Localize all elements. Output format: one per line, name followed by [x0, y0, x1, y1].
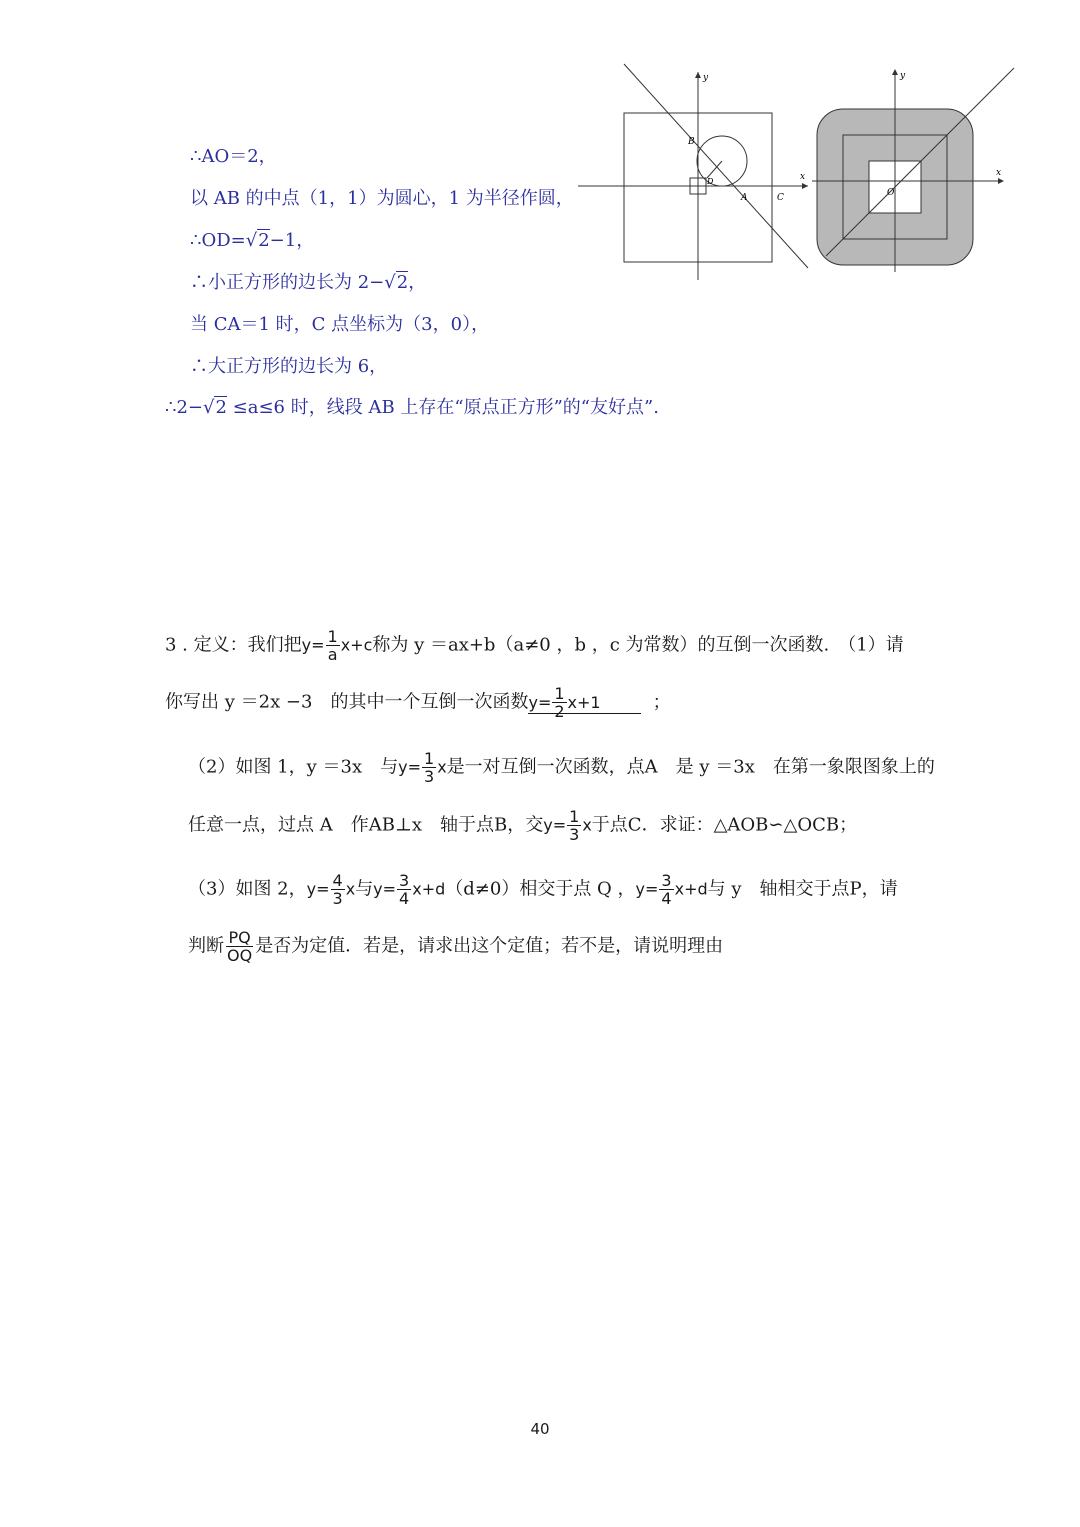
figure-left	[576, 60, 810, 282]
problem3-line-4	[188, 808, 857, 843]
frac-post: x	[582, 815, 592, 835]
frac-post: x	[437, 757, 447, 777]
solution-line-3-sqrt: 2	[258, 230, 270, 251]
fraction-numerator: PQ	[228, 928, 251, 947]
problem3-l5-d: 与 y 轴相交于点P，请	[707, 878, 898, 900]
solution-line-3-suffix: −1，	[269, 230, 315, 251]
fraction-numerator: 4	[332, 871, 343, 890]
fraction-numerator: 3	[399, 871, 410, 890]
label-B: B	[688, 137, 695, 147]
solution-line-7-prefix: ∴2−	[165, 397, 203, 418]
fraction-denominator: 3	[424, 767, 435, 786]
solution-line-4-prefix: ∴小正方形的边长为 2−	[190, 272, 385, 293]
x-axis-arrow	[998, 178, 1004, 184]
frac-pre: y=	[301, 635, 325, 655]
solution-line-5: 当 CA＝1 时，C 点坐标为（3，0），	[190, 314, 490, 335]
problem3-l3-a: （2）如图 1，y ＝3x 与	[188, 756, 399, 778]
problem3-l5-b: 与	[355, 878, 374, 900]
problem3-line-1	[165, 628, 904, 663]
answer-blank	[528, 684, 640, 721]
fraction	[567, 808, 581, 843]
problem3-l6-b: 是否为定值．若是，请求出这个定值；若不是，请说明理由	[255, 935, 724, 957]
x-axis-arrow	[802, 183, 808, 189]
frac-post: x+1	[567, 692, 601, 712]
label-x: x	[996, 168, 1002, 178]
problem3-l5-a: （3）如图 2，	[188, 878, 307, 900]
solution-line-4-sqrt: 2	[396, 272, 409, 293]
problem3-l3-b: 是一对互倒一次函数，点A 是 y ＝3x 在第一象限图象上的	[446, 756, 935, 778]
solution-line-2: 以 AB 的中点（1，1）为圆心，1 为半径作圆，	[190, 188, 574, 209]
fraction	[331, 872, 345, 907]
solution-line-1: ∴AO＝2，	[190, 146, 277, 167]
label-O: O	[887, 188, 895, 198]
problem3-line-6	[188, 929, 723, 964]
frac-pre: y=	[543, 815, 567, 835]
problem3-l1-b: 称为 y ＝ax+b（a≠0 ，b ，c 为常数）的互倒一次函数. （1）请	[372, 634, 904, 656]
solution-line-6: ∴大正方形的边长为 6，	[190, 356, 388, 377]
fraction	[659, 872, 673, 907]
fraction-denominator: 2	[554, 702, 565, 721]
label-D: D	[707, 177, 714, 186]
frac-pre: y=	[635, 879, 659, 899]
problem3-l2-b: ；	[652, 691, 671, 713]
fraction	[225, 929, 254, 964]
fraction-numerator: 1	[327, 627, 338, 646]
fraction-numerator: 1	[424, 749, 435, 768]
problem3-line-3	[188, 750, 935, 785]
problem3-l5-c: （d≠0）相交于点 Q ，	[445, 878, 636, 900]
fraction-numerator: 1	[554, 684, 565, 703]
problem3-l1-a: 3 . 定义：我们把	[165, 634, 302, 656]
y-axis-arrow	[892, 69, 898, 75]
fraction-denominator: 3	[332, 889, 343, 908]
y-axis-arrow	[695, 72, 701, 78]
frac-post: x+c	[340, 635, 373, 655]
frac-post: x	[345, 879, 356, 899]
label-x: x	[800, 172, 806, 182]
fraction-denominator: a	[327, 645, 338, 664]
fraction	[397, 872, 411, 907]
diagonal-line	[624, 64, 808, 268]
problem3-l4-b: 于点C．求证：△AOB∽△OCB；	[591, 814, 858, 836]
fraction	[326, 628, 340, 663]
fraction	[422, 750, 436, 785]
solution-line-3-prefix: ∴OD=	[190, 230, 246, 251]
frac-post: x+d	[674, 879, 708, 899]
frac-pre: y=	[398, 757, 421, 777]
solution-line-7-suffix: ≤a≤6 时，线段 AB 上存在“原点正方形”的“友好点”.	[226, 397, 659, 418]
fraction-denominator: 4	[661, 889, 672, 908]
label-A: A	[741, 193, 748, 203]
solution-line-4-suffix: ，	[408, 272, 427, 293]
fraction-denominator: 4	[399, 889, 410, 908]
solution-line-7-sqrt: 2	[215, 397, 227, 418]
fraction-denominator: OQ	[227, 946, 253, 965]
solution-line-7: ∴2−√2 ≤a≤6 时，线段 AB 上存在“原点正方形”的“友好点”.	[165, 397, 659, 418]
label-y: y	[703, 73, 709, 83]
problem3-l6-a: 判断	[188, 935, 224, 957]
fraction-numerator: 3	[661, 871, 672, 890]
fraction-numerator: 1	[569, 807, 580, 826]
frac-pre: y=	[528, 692, 552, 712]
label-y: y	[900, 71, 906, 81]
solution-line-3: ∴OD=√2−1，	[190, 230, 315, 251]
frac-pre: y=	[373, 879, 397, 899]
figure-right	[812, 64, 1022, 274]
problem3-line-5	[188, 872, 898, 907]
problem3-line-2	[165, 685, 671, 720]
page-number: 40	[530, 1420, 550, 1438]
solution-line-4: ∴小正方形的边长为 2−√2，	[190, 272, 427, 293]
problem3-l2-a: 你写出 y ＝2x −3 的其中一个互倒一次函数	[165, 691, 529, 713]
frac-pre: y=	[306, 879, 330, 899]
problem3-l4-a: 任意一点，过点 A 作AB⊥x 轴于点B，交	[188, 814, 544, 836]
frac-post: x+d	[412, 879, 446, 899]
fraction-denominator: 3	[569, 825, 580, 844]
fraction	[552, 685, 566, 720]
label-C: C	[777, 193, 784, 203]
